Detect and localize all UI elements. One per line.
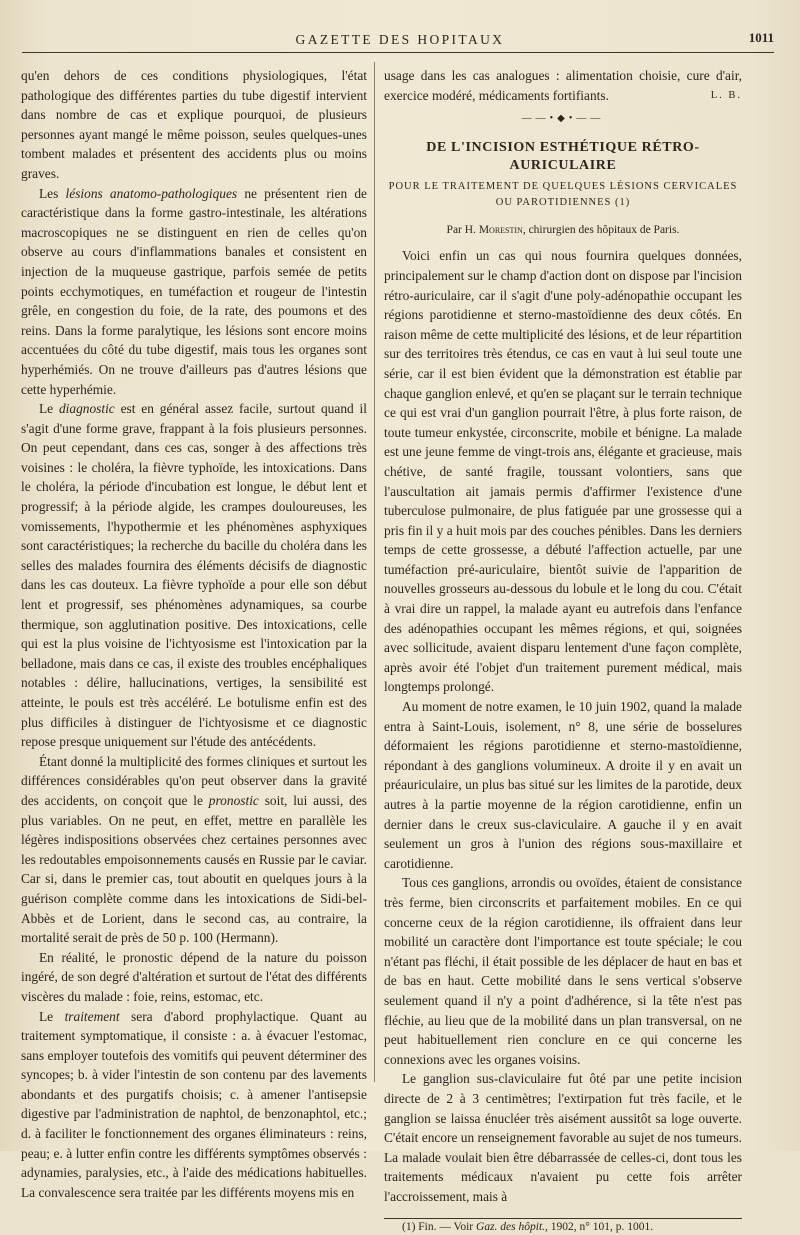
paragraph: Le ganglion sus-claviculaire fut ôté par une petite incision directe de 2 à 3 centimètres; l'extirpation fut très facile, et le ganglion se laissa énucléer très aisément aussitôt sa loge ouverte. C'était encore un renseignement favorable au sujet de nos tumeurs. La malade voulait bien être débarrassée de celles-ci, dont tous les traitements médicaux n'avaient pu cette fois arrêter l'accroissement, mais à [384, 1071, 742, 1204]
left-column [21, 66, 367, 1202]
paragraph-lead: Le [39, 1008, 54, 1024]
section-term-lesions: lésions anatomo-pathologiques [65, 185, 238, 201]
paragraph-lead: Les [39, 185, 59, 201]
page-header [20, 30, 780, 54]
paragraph: Voici enfin un cas qui nous fournira quelques données, principalement sur le champ d'action dont on dispose par l'incision rétro-auriculaire, car il s'agit d'une poly-adénopathie occupant les régions parotidienne et sterno-mastoïdienne des deux côtés. En raison même de cette multiplicité des lésions, et de leur répartition sur des territoires très étendus, ce cas en vaut à lui seul toute une série, car il est bien évident que la démonstration est établie par chaque ganglion enlevé, et qu'en se plaçant sur le terrain technique ce qui est vrai d'un ganglion pourrait l'être, à plus forte raison, de toute tumeur enkystée, circonscrite, mobile et bénigne. La malade est une jeune femme de vingt-trois ans, élégante et gracieuse, mais chétive, de santé fragile, toussant volontiers, sans que l'auscultation ait jamais permis d'affirmer l'existence d'une tuberculose pulmonaire, de plus fatiguée par une grossesse qui a pris fin il y a huit mois par des couches pénibles. Dans les derniers temps de cette grossesse, a débuté l'affection actuelle, par une tuméfaction pré-auriculaire, bientôt suivie de l'apparition de nouvelles grosseurs au-dessous du lobule et le long du cou. C'était à vrai dire un rappel, la malade ayant eu autrefois dans l'enfance des adénopathies occupant les mêmes régions, et qui, soignées avec sollicitude, avaient disparu lentement d'une façon complète, après avoir été l'objet d'un traitement purement médical, mais longtemps prolongé. [384, 248, 742, 695]
byline-suffix: , chirurgien des hôpitaux de Paris. [522, 223, 680, 236]
section-term-pronostic: pronostic [208, 792, 259, 808]
right-column [384, 66, 742, 1235]
byline [384, 221, 742, 241]
column-divider [374, 62, 375, 1082]
paragraph-lead: Le [39, 401, 54, 417]
footnote-journal: Gaz. des hôpit. [476, 1221, 546, 1234]
paragraph-text: est en général assez facile, surtout quand il s'agit d'une forme grave, frappant à la fois plusieurs personnes. On peut cependant, dans ces cas, songer à des affections très voisines : le choléra, la fièvre typhoïde, les intoxications. Dans le choléra, la période d'incubation est longue, le début lent et progressif; à la période algide, les crampes douloureuses, les vomissements, l'hypothermie et les phénomènes asphyxiques sont caractéristiques; la recherche du bacille du choléra dans les selles des malades fournira des éléments décisifs de diagnostic dans les cas douteux. La fièvre typhoïde a pour elle son début lent et progressif, ses phénomènes adynamiques, sa courbe thermique, son agglutination positive. Des intoxications, celle qui est la plus voisine de l'ichtyosisme est l'intoxication par la belladone, mais dans ce cas, il existe des troubles encéphaliques notables : délire, hallucinations, vertiges, la sensibilité est atteinte, le pouls est très accéléré. Le botulisme enfin est des plus difficiles à distinguer de l'ichtyosisme et ce diagnostic repose presque uniquement sur l'étude des antécédents. [21, 401, 367, 750]
paragraph: Au moment de notre examen, le 10 juin 1902, quand la malade entra à Saint-Louis, isolement, n° 8, une série de bosselures déformaient les régions parotidienne et sterno-mastoïdienne, répondant à des ganglions volumineux. A droite il y en avait un préauriculaire, un plus bas situé sur les limites de la parotide, deux autres à la partie moyenne de la région carotidienne, enfin un dernier dans le creux sus-claviculaire. A gauche il y en avait seulement un gros à l'union des régions sous-maxillaire et carotidienne. [384, 699, 742, 871]
article-title: DE L'INCISION ESTHÉTIQUE RÉTRO-AURICULAIRE [426, 139, 700, 173]
article-subtitle: OU PAROTIDIENNES (1) [495, 196, 631, 208]
continuation-paragraph [384, 66, 742, 105]
paragraph: En réalité, le pronostic dépend de la nature du poisson ingéré, de son degré d'altération et surtout de l'état des différents viscères du malade : foie, reins, estomac, etc. [21, 949, 367, 1004]
running-title: GAZETTE DES HOPITAUX [295, 32, 505, 47]
section-term-diagnostic: diagnostic [58, 401, 115, 417]
paragraph-text: sera d'abord prophylactique. Quant au traitement symptomatique, il consiste : a. à évacuer l'estomac, sans employer toutefois des vomitifs qui peuvent déterminer des syncopes; b. à vider l'intestin de son contenu par des lavements abondants et des purgatifs choisis; c. à amener l'antisepsie digestive par l'administration de naphtol, de benzonaphtol, etc.; d. à faciliter le fonctionnement des organes éliminateurs : reins, peau; e. à lutter enfin contre les différents symptômes observés : adynamies, paralysies, etc., à l'aide des médications habituelles. La convalescence sera traitée par les différents moyens mis en [21, 1008, 367, 1200]
paragraph-traitement [21, 1007, 367, 1203]
header-rule [22, 52, 774, 53]
section-ornament: ——•◆•—— [521, 113, 605, 125]
section-term-traitement: traitement [64, 1008, 120, 1024]
paragraph-lesions [21, 184, 367, 400]
paragraph-diagnostic [21, 399, 367, 752]
footnote [384, 1219, 742, 1235]
paragraph: Tous ces ganglions, arrondis ou ovoïdes, étaient de consistance très ferme, bien circonscrits et parfaitement mobiles. En ce qui concerne ceux de la région carotidienne, ils offraient dans leur mobilité un caractère dont l'importance est toute spéciale; le cou n'étant pas fléchi, il était possible de les déplacer de haut en bas et de bas en haut. Cette mobilité dans le sens vertical s'observe seulement quand il n'y a point d'adhérence, si la tête n'est pas fléchie, au lieu que de la mobilité dans un plan transversal, on ne peut habituellement rien conclure en ce qui concerne les connexions avec les organes voisins. [384, 875, 742, 1067]
paragraph: qu'en dehors de ces conditions physiologiques, l'état pathologique des différentes parties du tube digestif intervient dans nombre de cas et explique pourquoi, de plusieurs personnes ayant mangé le même poisson, seules quelques-unes tombent malades et présentent des accidents plus ou moins graves. [21, 68, 367, 181]
article-subtitle: POUR LE TRAITEMENT DE QUELQUES LÉSIONS CERVICALES [388, 180, 738, 192]
page-number: 1011 [748, 30, 774, 45]
paragraph-text: soit, lui aussi, des plus variables. On ne peut, en effet, mettre en parallèle les légères indispositions observées chez certaines personnes avec les redoutables empoisonnements causés en Russie par le caviar. Car si, dans le premier cas, tout aboutit en quelques jours à la guérison complète comme dans les intoxications de Sidi-bel-Abbès et de Lorient, dans le second cas, au contraire, la mortalité serait de près de 50 p. 100 (Hermann). [21, 792, 367, 946]
paragraph-text: usage dans les cas analogues : alimentation choisie, cure d'air, exercice modéré, médicaments fortifiants. [384, 68, 742, 103]
author-name: Morestin [478, 223, 523, 236]
footnote-text: (1) Fin. — Voir [402, 1221, 474, 1234]
byline-prefix: Par H. [446, 223, 476, 236]
paragraph-text: ne présentent rien de caractéristique dans la forme gastro-intestinale, les altérations macroscopiques ne se distinguent en rien de celles qu'on observe au cours d'inflammations banales et consistent en injection de la muqueuse gastrique, parfois semée de petits points ecchymotiques, en tuméfaction et rougeur de l'intestin grêle, en congestion du foie, de la rate, des poumons et des reins. Dans la forme paralytique, les lésions sont encore moins accentuées du côté du tube digestif, mais tous les organes sont hyperhémiés. On ne trouve d'ailleurs pas d'autres lésions que cette hyperhémie. [21, 185, 367, 397]
paragraph-text: Étant donné la multiplicité des formes cliniques et surtout les différences considérables qu'on peut observer dans la gravité des accidents, on conçoit que le [21, 753, 367, 808]
author-signature: L. B. [710, 89, 742, 101]
footnote-text: , 1902, n° 101, p. 1001. [545, 1221, 654, 1234]
paragraph-pronostic [21, 752, 367, 948]
